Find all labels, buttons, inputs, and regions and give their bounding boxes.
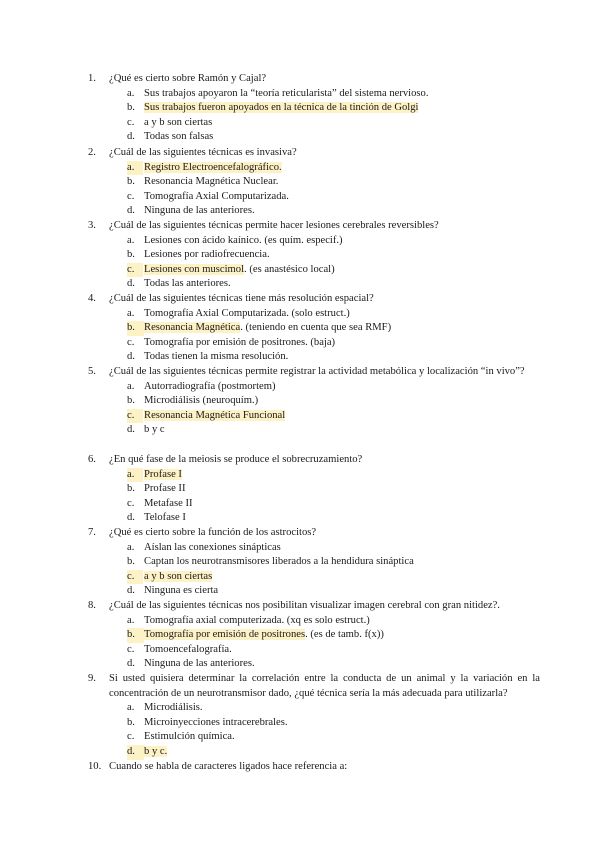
option-text: [144, 570, 212, 585]
option-note: Microinyecciones intracerebrales.: [144, 716, 288, 728]
option-letter: b.: [127, 556, 135, 568]
option-letter: c.: [127, 497, 135, 509]
option-b: [127, 716, 540, 731]
options-list: [88, 701, 540, 759]
option-d: [127, 423, 540, 438]
option-a: [127, 614, 540, 629]
option-letter: a.: [127, 87, 135, 99]
option-text: [144, 468, 182, 483]
option-note: b y c: [144, 424, 165, 436]
options-list: [88, 468, 540, 526]
option-text: [144, 701, 203, 716]
option-letter: b.: [127, 321, 144, 336]
option-b: [127, 628, 540, 643]
option-a: [127, 234, 540, 249]
option-note: Aíslan las conexiones sinápticas: [144, 541, 281, 553]
option-d: [127, 350, 540, 365]
option-a: [127, 541, 540, 556]
option-note: Tomografía axial computerizada. (xq es solo estruct.): [144, 614, 370, 626]
options-list: [88, 541, 540, 599]
question-5: [88, 365, 540, 438]
question-number: 9.: [88, 673, 96, 684]
option-letter: d.: [127, 205, 135, 217]
option-note: Resonancia Magnética Nuclear.: [144, 176, 279, 188]
option-note: . (es de tamb. f(x)): [305, 629, 384, 641]
option-text: [144, 628, 384, 643]
question-number: 7.: [88, 527, 96, 538]
option-c: [127, 497, 540, 512]
option-note: Tomografía Axial Computarizada.: [144, 190, 289, 202]
option-text: [144, 657, 255, 672]
option-note: Sus trabajos apoyaron la “teoría reticularista” del sistema nervioso.: [144, 87, 429, 99]
highlighted-answer: Lesiones con muscimol: [144, 263, 245, 275]
option-text: [144, 116, 212, 131]
option-a: [127, 701, 540, 716]
option-text: [144, 394, 258, 409]
highlighted-answer: Registro Electroencefalográfico.: [144, 161, 282, 173]
option-text: [144, 263, 335, 278]
option-note: Tomoencefalografía.: [144, 643, 232, 655]
option-letter: c.: [127, 336, 135, 348]
option-note: Ninguna es cierta: [144, 585, 219, 597]
question-text: ¿Cuál de las siguientes técnicas permite registrar la actividad metabólica y localización “in vivo”?: [109, 366, 525, 377]
question-4: [88, 292, 540, 365]
option-text: [144, 161, 282, 176]
option-text: [144, 482, 185, 497]
option-note: Microdiálisis (neuroquím.): [144, 395, 259, 407]
option-text: [144, 541, 281, 556]
question-8: [88, 599, 540, 672]
option-d: [127, 204, 540, 219]
option-d: [127, 511, 540, 526]
option-letter: c.: [127, 731, 135, 743]
option-note: Captan los neurotransmisores liberados a la hendidura sináptica: [144, 556, 414, 568]
option-text: [144, 745, 167, 760]
highlighted-answer: Resonancia Magnética: [144, 322, 241, 334]
question-9: [88, 672, 540, 760]
option-letter: d.: [127, 131, 135, 143]
option-text: [144, 190, 289, 205]
option-a: [127, 380, 540, 395]
option-text: [144, 130, 213, 145]
option-letter: a.: [127, 614, 135, 626]
highlighted-answer: Profase I: [144, 468, 182, 480]
highlighted-answer: Sus trabajos fueron apoyados en la técnica de la tinción de Golgi: [144, 102, 419, 114]
option-letter: d.: [127, 512, 135, 524]
option-letter: b.: [127, 176, 135, 188]
option-b: [127, 482, 540, 497]
option-text: [144, 497, 193, 512]
option-b: [127, 321, 540, 336]
highlighted-answer: Resonancia Magnética Funcional: [144, 409, 286, 421]
option-b: [127, 101, 540, 116]
question-text: ¿Cuál de las siguientes técnicas nos posibilitan visualizar imagen cerebral con gran nitidez?.: [109, 600, 500, 611]
option-letter: d.: [127, 351, 135, 363]
option-letter: b.: [127, 716, 135, 728]
option-note: Tomografía Axial Computarizada. (solo estruct.): [144, 307, 350, 319]
options-list: [88, 234, 540, 292]
option-letter: c.: [127, 643, 135, 655]
option-text: [144, 409, 285, 424]
option-c: [127, 190, 540, 205]
question-number: 5.: [88, 366, 96, 377]
option-text: [144, 716, 288, 731]
options-list: [88, 307, 540, 365]
option-text: [144, 730, 235, 745]
option-b: [127, 248, 540, 263]
question-text: ¿Qué es cierto sobre la función de los astrocitos?: [109, 527, 317, 538]
option-text: [144, 175, 278, 190]
option-d: [127, 657, 540, 672]
option-letter: a.: [127, 234, 135, 246]
question-text: ¿Cuál de las siguientes técnicas tiene más resolución espacial?: [109, 293, 374, 304]
option-letter: a.: [127, 307, 135, 319]
option-d: [127, 584, 540, 599]
option-c: [127, 263, 540, 278]
option-text: [144, 350, 288, 365]
option-letter: d.: [127, 585, 135, 597]
option-d: [127, 745, 540, 760]
option-text: [144, 555, 414, 570]
option-text: [144, 584, 218, 599]
option-letter: b.: [127, 102, 135, 114]
option-text: [144, 101, 418, 116]
option-a: [127, 468, 540, 483]
question-7: [88, 526, 540, 599]
option-c: [127, 570, 540, 585]
option-letter: a.: [127, 702, 135, 714]
option-letter: c.: [127, 263, 143, 278]
option-note: . (teniendo en cuenta que sea RMF): [240, 322, 392, 334]
question-1: [88, 72, 540, 145]
question-text: ¿Qué es cierto sobre Ramón y Cajal?: [109, 73, 267, 84]
option-text: [144, 643, 232, 658]
option-letter: c.: [127, 190, 135, 202]
option-letter: c.: [127, 116, 135, 128]
question-number: 3.: [88, 220, 96, 231]
option-c: [127, 643, 540, 658]
option-letter: c.: [127, 570, 143, 585]
question-number: 8.: [88, 600, 96, 611]
options-list: [88, 614, 540, 672]
option-note: Ninguna de las anteriores.: [144, 205, 255, 217]
question-number: 2.: [88, 147, 96, 158]
option-note: Todas son falsas: [144, 131, 214, 143]
option-note: . (es anastésico local): [244, 263, 335, 275]
question-text: Si usted quisiera determinar la correlación entre la conducta de un animal y la variación en la concentración de un neurotransmisor dado, ¿qué técnica sería la más adecuada para utilizarla?: [109, 673, 540, 699]
question-text: ¿Cuál de las siguientes técnicas es invasiva?: [109, 147, 297, 158]
option-c: [127, 336, 540, 351]
option-letter: a.: [127, 161, 143, 176]
option-text: [144, 307, 350, 322]
question-number: 4.: [88, 293, 96, 304]
option-letter: b.: [127, 483, 135, 495]
option-letter: d.: [127, 278, 135, 290]
option-letter: a.: [127, 541, 135, 553]
option-letter: d.: [127, 424, 135, 436]
option-text: [144, 234, 343, 249]
question-number: 1.: [88, 73, 96, 84]
option-text: [144, 204, 255, 219]
option-d: [127, 277, 540, 292]
option-note: Telofase I: [144, 512, 186, 524]
options-list: [88, 87, 540, 145]
option-a: [127, 161, 540, 176]
option-text: [144, 321, 391, 336]
option-note: Lesiones por radiofrecuencia.: [144, 249, 270, 261]
option-text: [144, 380, 276, 395]
option-note: Todas tienen la misma resolución.: [144, 351, 289, 363]
option-note: Metafase II: [144, 497, 193, 509]
option-letter: d.: [127, 658, 135, 670]
question-text: ¿Cuál de las siguientes técnicas permite hacer lesiones cerebrales reversibles?: [109, 220, 439, 231]
option-letter: b.: [127, 395, 135, 407]
option-letter: b.: [127, 628, 144, 643]
option-letter: a.: [127, 468, 143, 483]
option-note: Microdiálisis.: [144, 702, 203, 714]
option-c: [127, 116, 540, 131]
option-c: [127, 409, 540, 424]
option-c: [127, 730, 540, 745]
option-letter: c.: [127, 409, 143, 424]
question-3: [88, 219, 540, 292]
option-a: [127, 307, 540, 322]
option-note: Lesiones con ácido kaínico. (es quím. especif.): [144, 234, 343, 246]
question-6: [88, 453, 540, 526]
option-text: [144, 248, 270, 263]
options-list: [88, 380, 540, 438]
option-note: Autorradiografía (postmortem): [144, 380, 276, 392]
option-b: [127, 394, 540, 409]
option-note: Ninguna de las anteriores.: [144, 658, 255, 670]
option-note: Tomografía por emisión de positrones. (baja): [144, 336, 336, 348]
option-text: [144, 336, 335, 351]
question-text: Cuando se habla de caracteres ligados hace referencia a:: [109, 761, 348, 772]
option-text: [144, 614, 370, 629]
highlighted-answer: b y c.: [144, 745, 168, 757]
option-letter: d.: [127, 745, 144, 760]
option-text: [144, 423, 165, 438]
question-2: [88, 146, 540, 219]
question-10: [88, 760, 540, 775]
option-a: [127, 87, 540, 102]
question-number: 6.: [88, 454, 96, 465]
option-text: [144, 87, 428, 102]
question-number: 10.: [88, 761, 102, 772]
highlighted-answer: a y b son ciertas: [144, 570, 213, 582]
option-note: a y b son ciertas: [144, 116, 213, 128]
option-note: Todas las anteriores.: [144, 278, 231, 290]
highlighted-answer: Tomografía por emisión de positrones: [144, 629, 306, 641]
option-b: [127, 555, 540, 570]
options-list: [88, 161, 540, 219]
option-b: [127, 175, 540, 190]
option-letter: b.: [127, 249, 135, 261]
question-text: ¿En qué fase de la meiosis se produce el sobrecruzamiento?: [109, 454, 363, 465]
option-letter: a.: [127, 380, 135, 392]
option-note: Profase II: [144, 483, 186, 495]
option-d: [127, 130, 540, 145]
option-note: Estimulción química.: [144, 731, 235, 743]
option-text: [144, 277, 231, 292]
option-text: [144, 511, 186, 526]
